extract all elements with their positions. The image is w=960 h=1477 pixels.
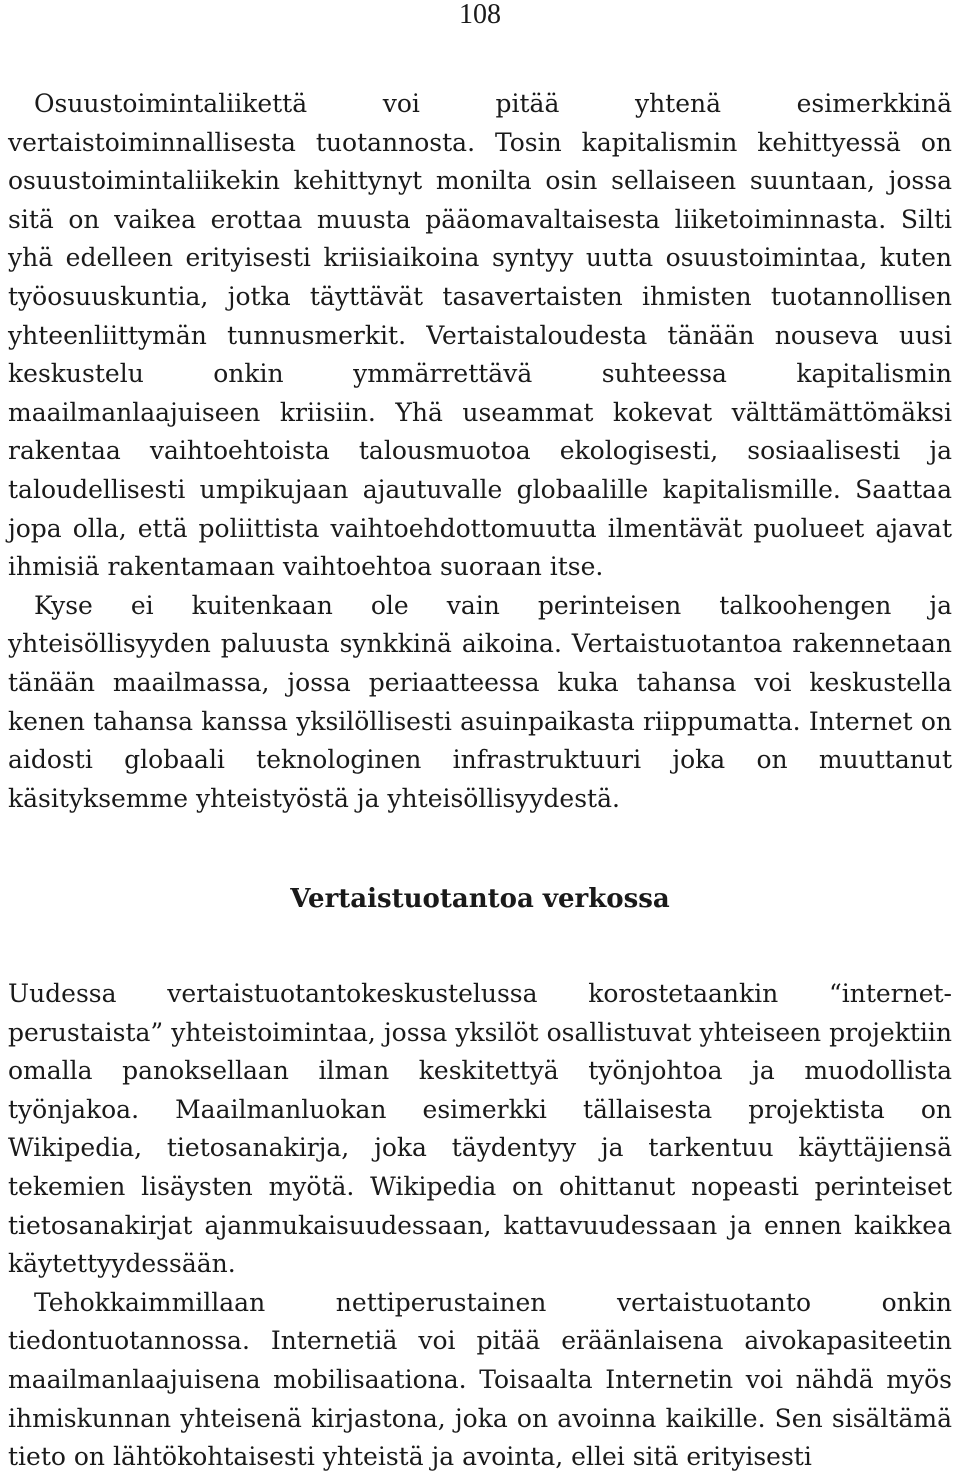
paragraph: Osuustoimintaliikettä voi pitää yhtenä esimerkkinä vertaistoiminnallisesta tuotannosta. Tosin kapitalismin kehittyessä on osuustoimintaliikekin kehittynyt monilta osin sellaiseen suuntaan, jossa sitä on vaikea erottaa muusta pääomavaltaisesta liiketoiminnasta. Silti yhä edelleen erityisesti kriisiaikoina syntyy uutta osuustoimintaa, kuten työosuuskuntia, jotka täyttävät tasavertaisten ihmisten tuotannollisen yhteenliittymän tunnusmerkit. Vertaistaloudesta tänään nouseva uusi keskustelu onkin ymmärrettävä suhteessa kapitalismin maailmanlaajuiseen kriisiin. Yhä useammat kokevat välttämättömäksi rakentaa vaihtoehtoista talousmuotoa ekologisesti, sosiaalisesti ja taloudellisesti umpikujaan ajautuvalle globaalille kapitalismille. Saattaa jopa olla, että poliittista vaihtoehdottomuutta ilmentävät puolueet ajavat ihmisiä rakentamaan vaihtoehtoa suoraan itse. xyxy=(8,89,952,582)
section-heading: Vertaistuotantoa verkossa xyxy=(290,884,670,914)
paragraph: Uudessa vertaistuotantokeskustelussa korostetaankin “internet-perustaista” yhteistoimintaa, jossa yksilöt osallistuvat yhteiseen projektiin omalla panoksellaan ilman keskitettyä työnjohtoa ja muodollista työnjakoa. Maailmanluokan esimerkki tällaisesta projektista on Wikipedia, tietosanakirja, joka täydentyy ja tarkentuu käyttäjiensä tekemien lisäysten myötä. Wikipedia on ohittanut nopeasti perinteiset tietosanakirjat ajanmukaisuudessaan, kattavuudessaan ja ennen kaikkea käytettyydessään. xyxy=(8,979,952,1279)
paragraph: Kyse ei kuitenkaan ole vain perinteisen talkoohengen ja yhteisöllisyyden paluusta synkkinä aikoina. Vertaistuotantoa rakennetaan tänään maailmassa, jossa periaatteessa kuka tahansa voi keskustella kenen tahansa kanssa yksilöllisesti asuinpaikasta riippumatta. Internet on aidosti globaali teknologinen infrastruktuuri joka on muuttanut käsityksemme yhteistyöstä ja yhteisöllisyydestä. xyxy=(8,590,952,813)
body-text-lower xyxy=(8,975,952,1477)
body-text-upper xyxy=(8,85,952,818)
page-number: 108 xyxy=(459,0,501,30)
paragraph: Tehokkaimmillaan nettiperustainen vertaistuotanto onkin tiedontuotannossa. Internetiä voi pitää eräänlaisena aivokapasiteetin maailmanlaajuisena mobilisaationa. Toisaalta Internetin voi nähdä myös ihmiskunnan yhteisenä kirjastona, joka on avoinna kaikille. Sen sisältämä tieto on lähtökohtaisesti yhteistä ja avointa, ellei sitä erityisesti xyxy=(8,1287,952,1472)
